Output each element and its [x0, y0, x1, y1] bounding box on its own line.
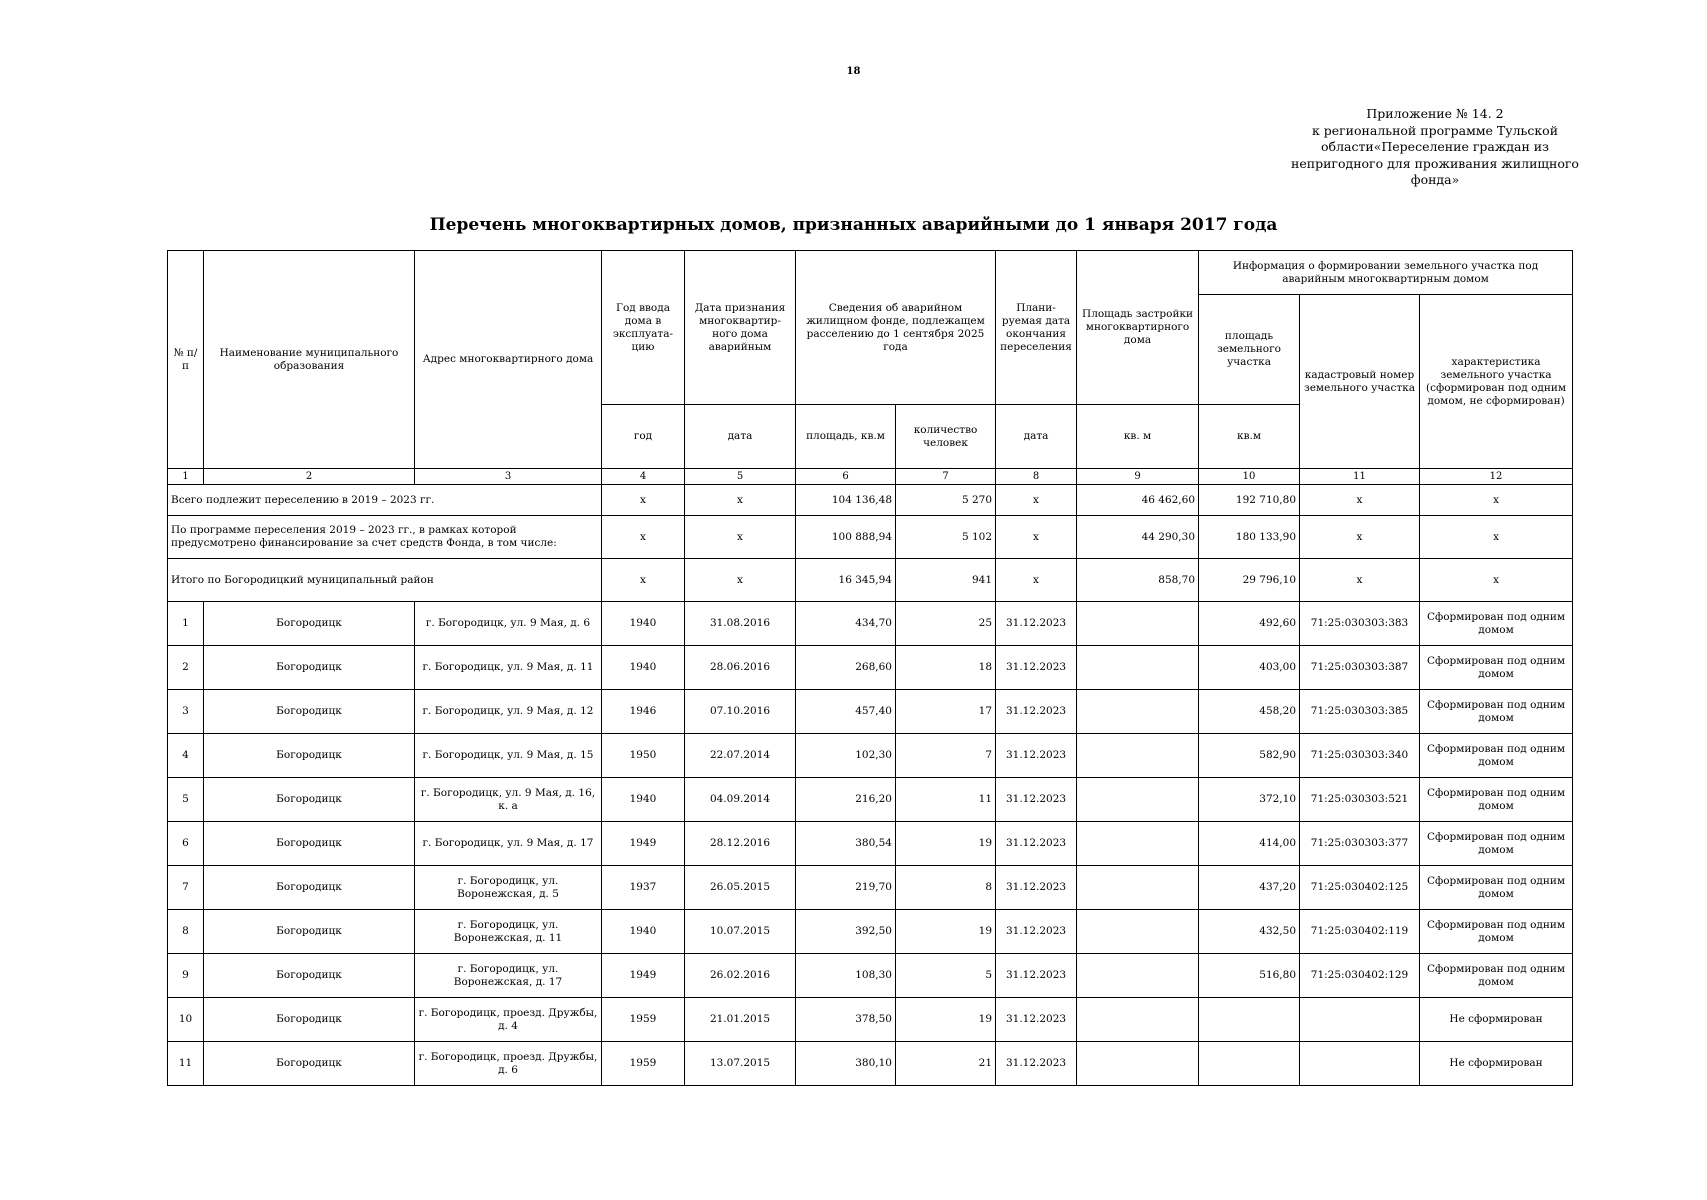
row-municipality: Богородицк — [204, 910, 415, 954]
row-char: Сформирован под одним домом — [1420, 690, 1573, 734]
row-char: Сформирован под одним домом — [1420, 954, 1573, 998]
row-people: 18 — [896, 646, 996, 690]
row-date: 13.07.2015 — [685, 1042, 796, 1086]
row-planned: 31.12.2023 — [996, 778, 1077, 822]
table-row — [168, 910, 1573, 954]
row-build — [1077, 866, 1199, 910]
row-build — [1077, 778, 1199, 822]
row-number: 4 — [168, 734, 204, 778]
row-number: 8 — [168, 910, 204, 954]
summary-area: 104 136,48 — [796, 485, 896, 516]
row-number: 1 — [168, 602, 204, 646]
row-address: г. Богородицк, проезд. Дружбы, д. 4 — [415, 998, 602, 1042]
summary-area: 16 345,94 — [796, 559, 896, 602]
row-people: 7 — [896, 734, 996, 778]
row-year: 1949 — [602, 954, 685, 998]
header-unit-land: кв.м — [1199, 405, 1300, 469]
row-number: 6 — [168, 822, 204, 866]
row-year: 1940 — [602, 602, 685, 646]
row-cadastral — [1300, 998, 1420, 1042]
row-date: 28.12.2016 — [685, 822, 796, 866]
document-title: Перечень многоквартирных домов, признанных аварийными до 1 января 2017 года — [429, 215, 1278, 235]
row-area: 219,70 — [796, 866, 896, 910]
row-date: 28.06.2016 — [685, 646, 796, 690]
row-cadastral: 71:25:030402:119 — [1300, 910, 1420, 954]
column-number: 3 — [415, 469, 602, 485]
row-planned: 31.12.2023 — [996, 998, 1077, 1042]
row-build — [1077, 1042, 1199, 1086]
header-unit-planned: дата — [996, 405, 1077, 469]
summary-label: По программе переселения 2019 – 2023 гг., в рамках которой предусмотрено финансирование за счет средств Фонда, в том числе: — [168, 516, 602, 559]
column-number-row — [168, 469, 1573, 485]
row-municipality: Богородицк — [204, 734, 415, 778]
column-number: 11 — [1300, 469, 1420, 485]
row-people: 5 — [896, 954, 996, 998]
row-municipality: Богородицк — [204, 954, 415, 998]
row-people: 19 — [896, 910, 996, 954]
row-char: Сформирован под одним домом — [1420, 822, 1573, 866]
row-address: г. Богородицк, ул. Воронежская, д. 17 — [415, 954, 602, 998]
summary-build: 46 462,60 — [1077, 485, 1199, 516]
row-address: г. Богородицк, проезд. Дружбы, д. 6 — [415, 1042, 602, 1086]
header-municipality: Наименование муниципального образования — [204, 251, 415, 469]
row-build — [1077, 690, 1199, 734]
summary-planned: х — [996, 516, 1077, 559]
header-planned-date: Плани-руемая дата окончания переселения — [996, 251, 1077, 405]
summary-build: 858,70 — [1077, 559, 1199, 602]
row-cadastral: 71:25:030303:383 — [1300, 602, 1420, 646]
summary-planned: х — [996, 559, 1077, 602]
summary-year: х — [602, 516, 685, 559]
summary-land: 192 710,80 — [1199, 485, 1300, 516]
row-number: 2 — [168, 646, 204, 690]
appendix-note — [1290, 106, 1580, 189]
header-unit-build: кв. м — [1077, 405, 1199, 469]
appendix-line: непригодного для проживания жилищного — [1291, 155, 1579, 171]
row-planned: 31.12.2023 — [996, 954, 1077, 998]
row-land: 492,60 — [1199, 602, 1300, 646]
column-number: 2 — [204, 469, 415, 485]
row-municipality: Богородицк — [204, 778, 415, 822]
row-address: г. Богородицк, ул. 9 Мая, д. 15 — [415, 734, 602, 778]
row-cadastral: 71:25:030303:340 — [1300, 734, 1420, 778]
row-date: 31.08.2016 — [685, 602, 796, 646]
row-area: 102,30 — [796, 734, 896, 778]
column-number: 8 — [996, 469, 1077, 485]
row-municipality: Богородицк — [204, 1042, 415, 1086]
row-build — [1077, 602, 1199, 646]
header-land-char: характеристика земельного участка (сформирован под одним домом, не сформирован) — [1420, 295, 1573, 469]
row-people: 8 — [896, 866, 996, 910]
column-number: 7 — [896, 469, 996, 485]
column-number: 10 — [1199, 469, 1300, 485]
row-year: 1940 — [602, 646, 685, 690]
header-year: Год ввода дома в эксплуата-цию — [602, 251, 685, 405]
table-row — [168, 822, 1573, 866]
row-land — [1199, 998, 1300, 1042]
table-row — [168, 690, 1573, 734]
row-municipality: Богородицк — [204, 646, 415, 690]
table-row — [168, 646, 1573, 690]
row-municipality: Богородицк — [204, 690, 415, 734]
row-area: 392,50 — [796, 910, 896, 954]
row-year: 1959 — [602, 1042, 685, 1086]
row-address: г. Богородицк, ул. 9 Мая, д. 17 — [415, 822, 602, 866]
column-number: 9 — [1077, 469, 1199, 485]
summary-area: 100 888,94 — [796, 516, 896, 559]
summary-label: Всего подлежит переселению в 2019 – 2023 гг. — [168, 485, 602, 516]
row-area: 268,60 — [796, 646, 896, 690]
header-unit-year: год — [602, 405, 685, 469]
row-year: 1949 — [602, 822, 685, 866]
row-cadastral: 71:25:030402:129 — [1300, 954, 1420, 998]
column-number: 5 — [685, 469, 796, 485]
appendix-line: фонда» — [1410, 172, 1460, 187]
row-land: 403,00 — [1199, 646, 1300, 690]
row-year: 1950 — [602, 734, 685, 778]
header-num: № п/п — [168, 251, 204, 469]
header-land-info: Информация о формировании земельного участка под аварийным многоквартирным домом — [1199, 251, 1573, 295]
row-people: 25 — [896, 602, 996, 646]
row-people: 19 — [896, 998, 996, 1042]
row-year: 1946 — [602, 690, 685, 734]
row-area: 457,40 — [796, 690, 896, 734]
row-land: 437,20 — [1199, 866, 1300, 910]
header-housing-info: Сведения об аварийном жилищном фонде, подлежащем расселению до 1 сентября 2025 года — [796, 251, 996, 405]
row-area: 380,54 — [796, 822, 896, 866]
row-date: 07.10.2016 — [685, 690, 796, 734]
summary-people: 5 270 — [896, 485, 996, 516]
table-row — [168, 734, 1573, 778]
row-number: 7 — [168, 866, 204, 910]
summary-row — [168, 559, 1573, 602]
header-cadastral: кадастровый номер земельного участка — [1300, 295, 1420, 469]
appendix-line: области«Переселение граждан из — [1321, 139, 1549, 154]
summary-build: 44 290,30 — [1077, 516, 1199, 559]
row-land: 372,10 — [1199, 778, 1300, 822]
row-date: 21.01.2015 — [685, 998, 796, 1042]
summary-char: х — [1420, 559, 1573, 602]
row-cadastral — [1300, 1042, 1420, 1086]
row-number: 10 — [168, 998, 204, 1042]
row-planned: 31.12.2023 — [996, 822, 1077, 866]
row-land: 414,00 — [1199, 822, 1300, 866]
row-people: 19 — [896, 822, 996, 866]
row-build — [1077, 954, 1199, 998]
row-char: Сформирован под одним домом — [1420, 734, 1573, 778]
summary-date: х — [685, 485, 796, 516]
summary-cadastral: х — [1300, 559, 1420, 602]
summary-date: х — [685, 559, 796, 602]
table-row — [168, 1042, 1573, 1086]
row-char: Сформирован под одним домом — [1420, 602, 1573, 646]
column-number: 4 — [602, 469, 685, 485]
row-number: 3 — [168, 690, 204, 734]
row-land: 432,50 — [1199, 910, 1300, 954]
row-planned: 31.12.2023 — [996, 646, 1077, 690]
row-char: Сформирован под одним домом — [1420, 866, 1573, 910]
summary-land: 180 133,90 — [1199, 516, 1300, 559]
row-municipality: Богородицк — [204, 866, 415, 910]
row-municipality: Богородицк — [204, 602, 415, 646]
column-number: 1 — [168, 469, 204, 485]
row-number: 11 — [168, 1042, 204, 1086]
row-people: 21 — [896, 1042, 996, 1086]
row-cadastral: 71:25:030402:125 — [1300, 866, 1420, 910]
summary-cadastral: х — [1300, 516, 1420, 559]
row-land: 516,80 — [1199, 954, 1300, 998]
summary-char: х — [1420, 516, 1573, 559]
header-unit-area: площадь, кв.м — [796, 405, 896, 469]
row-number: 5 — [168, 778, 204, 822]
summary-year: х — [602, 559, 685, 602]
row-address: г. Богородицк, ул. 9 Мая, д. 16, к. а — [415, 778, 602, 822]
row-area: 216,20 — [796, 778, 896, 822]
row-char: Не сформирован — [1420, 998, 1573, 1042]
table-row — [168, 778, 1573, 822]
row-address: г. Богородицк, ул. 9 Мая, д. 11 — [415, 646, 602, 690]
row-number: 9 — [168, 954, 204, 998]
summary-land: 29 796,10 — [1199, 559, 1300, 602]
row-municipality: Богородицк — [204, 998, 415, 1042]
summary-year: х — [602, 485, 685, 516]
row-area: 434,70 — [796, 602, 896, 646]
row-year: 1940 — [602, 778, 685, 822]
row-planned: 31.12.2023 — [996, 602, 1077, 646]
row-cadastral: 71:25:030303:385 — [1300, 690, 1420, 734]
summary-people: 941 — [896, 559, 996, 602]
header-address: Адрес многоквартирного дома — [415, 251, 602, 469]
row-cadastral: 71:25:030303:377 — [1300, 822, 1420, 866]
header-land-area: площадь земельного участка — [1199, 295, 1300, 405]
row-planned: 31.12.2023 — [996, 866, 1077, 910]
row-area: 380,10 — [796, 1042, 896, 1086]
row-date: 22.07.2014 — [685, 734, 796, 778]
row-address: г. Богородицк, ул. Воронежская, д. 5 — [415, 866, 602, 910]
row-land: 458,20 — [1199, 690, 1300, 734]
row-planned: 31.12.2023 — [996, 910, 1077, 954]
table-row — [168, 954, 1573, 998]
housing-table — [167, 250, 1573, 1086]
row-char: Не сформирован — [1420, 1042, 1573, 1086]
row-date: 10.07.2015 — [685, 910, 796, 954]
appendix-line: Приложение № 14. 2 — [1366, 106, 1504, 121]
summary-row — [168, 516, 1573, 559]
row-people: 11 — [896, 778, 996, 822]
table-row — [168, 866, 1573, 910]
appendix-line: к региональной программе Тульской — [1311, 122, 1559, 138]
row-address: г. Богородицк, ул. 9 Мая, д. 12 — [415, 690, 602, 734]
summary-date: х — [685, 516, 796, 559]
row-address: г. Богородицк, ул. Воронежская, д. 11 — [415, 910, 602, 954]
column-number: 6 — [796, 469, 896, 485]
header-build-area: Площадь застройки многоквартирного дома — [1077, 251, 1199, 405]
summary-label: Итого по Богородицкий муниципальный район — [168, 559, 602, 602]
row-date: 26.05.2015 — [685, 866, 796, 910]
row-land — [1199, 1042, 1300, 1086]
column-number: 12 — [1420, 469, 1573, 485]
row-build — [1077, 998, 1199, 1042]
row-planned: 31.12.2023 — [996, 1042, 1077, 1086]
header-date-recognized: Дата признания многоквартир-ного дома аварийным — [685, 251, 796, 405]
row-year: 1959 — [602, 998, 685, 1042]
row-date: 04.09.2014 — [685, 778, 796, 822]
page-number: 18 — [846, 66, 861, 77]
row-char: Сформирован под одним домом — [1420, 646, 1573, 690]
row-date: 26.02.2016 — [685, 954, 796, 998]
row-area: 378,50 — [796, 998, 896, 1042]
summary-char: х — [1420, 485, 1573, 516]
summary-row — [168, 485, 1573, 516]
table-row — [168, 602, 1573, 646]
row-planned: 31.12.2023 — [996, 690, 1077, 734]
row-char: Сформирован под одним домом — [1420, 778, 1573, 822]
summary-cadastral: х — [1300, 485, 1420, 516]
row-build — [1077, 646, 1199, 690]
row-build — [1077, 822, 1199, 866]
row-area: 108,30 — [796, 954, 896, 998]
header-unit-date: дата — [685, 405, 796, 469]
row-address: г. Богородицк, ул. 9 Мая, д. 6 — [415, 602, 602, 646]
row-people: 17 — [896, 690, 996, 734]
summary-people: 5 102 — [896, 516, 996, 559]
row-municipality: Богородицк — [204, 822, 415, 866]
row-build — [1077, 734, 1199, 778]
row-build — [1077, 910, 1199, 954]
table-row — [168, 998, 1573, 1042]
row-cadastral: 71:25:030303:387 — [1300, 646, 1420, 690]
row-planned: 31.12.2023 — [996, 734, 1077, 778]
row-year: 1937 — [602, 866, 685, 910]
row-year: 1940 — [602, 910, 685, 954]
header-unit-people: количество человек — [896, 405, 996, 469]
row-land: 582,90 — [1199, 734, 1300, 778]
row-cadastral: 71:25:030303:521 — [1300, 778, 1420, 822]
row-char: Сформирован под одним домом — [1420, 910, 1573, 954]
summary-planned: х — [996, 485, 1077, 516]
